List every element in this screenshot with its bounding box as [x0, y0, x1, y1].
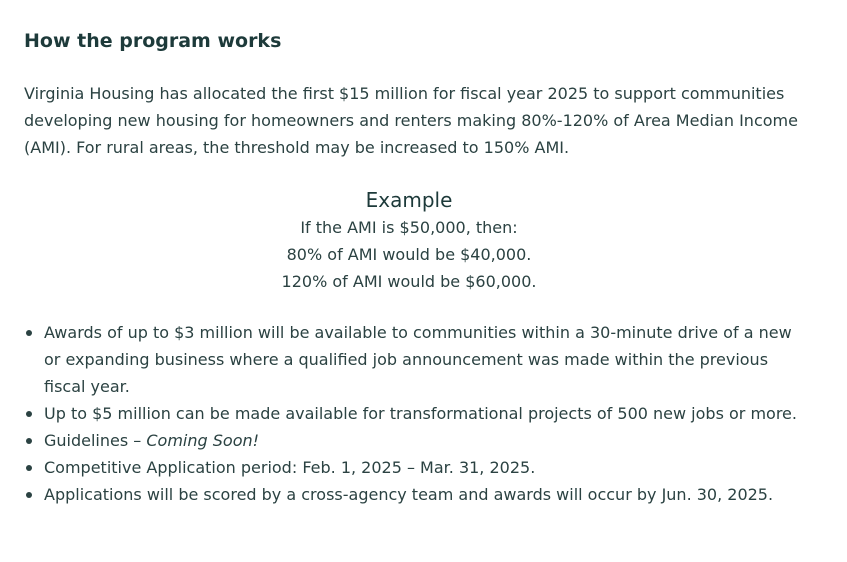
list-item-text: Awards of up to $3 million will be available to communities within a 30-minute drive of a new or expanding business where a qualified job announcement was made within the previous fiscal year.: [44, 323, 792, 396]
list-item-text: Up to $5 million can be made available for transformational projects of 500 new jobs or more.: [44, 404, 797, 423]
example-block: [24, 186, 794, 295]
bullet-icon: [26, 411, 32, 417]
bullet-icon: [26, 492, 32, 498]
list-item-application-period: [24, 454, 804, 481]
list-item-transformational: [24, 400, 804, 427]
example-line-ami: If the AMI is $50,000, then:: [300, 218, 518, 237]
list-item-guidelines: [24, 427, 804, 454]
list-item-awards: [24, 319, 804, 400]
bullet-icon: [26, 465, 32, 471]
list-item-text: Competitive Application period: Feb. 1, 2025 – Mar. 31, 2025.: [44, 458, 536, 477]
intro-paragraph: Virginia Housing has allocated the first $15 million for fiscal year 2025 to support communities developing new housing for homeowners and renters making 80%-120% of Area Median Income (AMI). For rural areas, the threshold may be increased to 150% AMI.: [24, 84, 798, 157]
example-line-120-percent: 120% of AMI would be $60,000.: [281, 272, 537, 291]
list-item-scoring: [24, 481, 804, 508]
example-line-80-percent: 80% of AMI would be $40,000.: [286, 245, 532, 264]
program-details-list: [24, 319, 814, 508]
bullet-icon: [26, 438, 32, 444]
section-heading: How the program works: [24, 30, 282, 52]
bullet-icon: [26, 330, 32, 336]
guidelines-label: Guidelines –: [44, 431, 147, 450]
list-item-text: Applications will be scored by a cross-agency team and awards will occur by Jun. 30, 2025.: [44, 485, 774, 504]
guidelines-status: Coming Soon!: [146, 431, 260, 450]
example-title: Example: [365, 188, 453, 212]
